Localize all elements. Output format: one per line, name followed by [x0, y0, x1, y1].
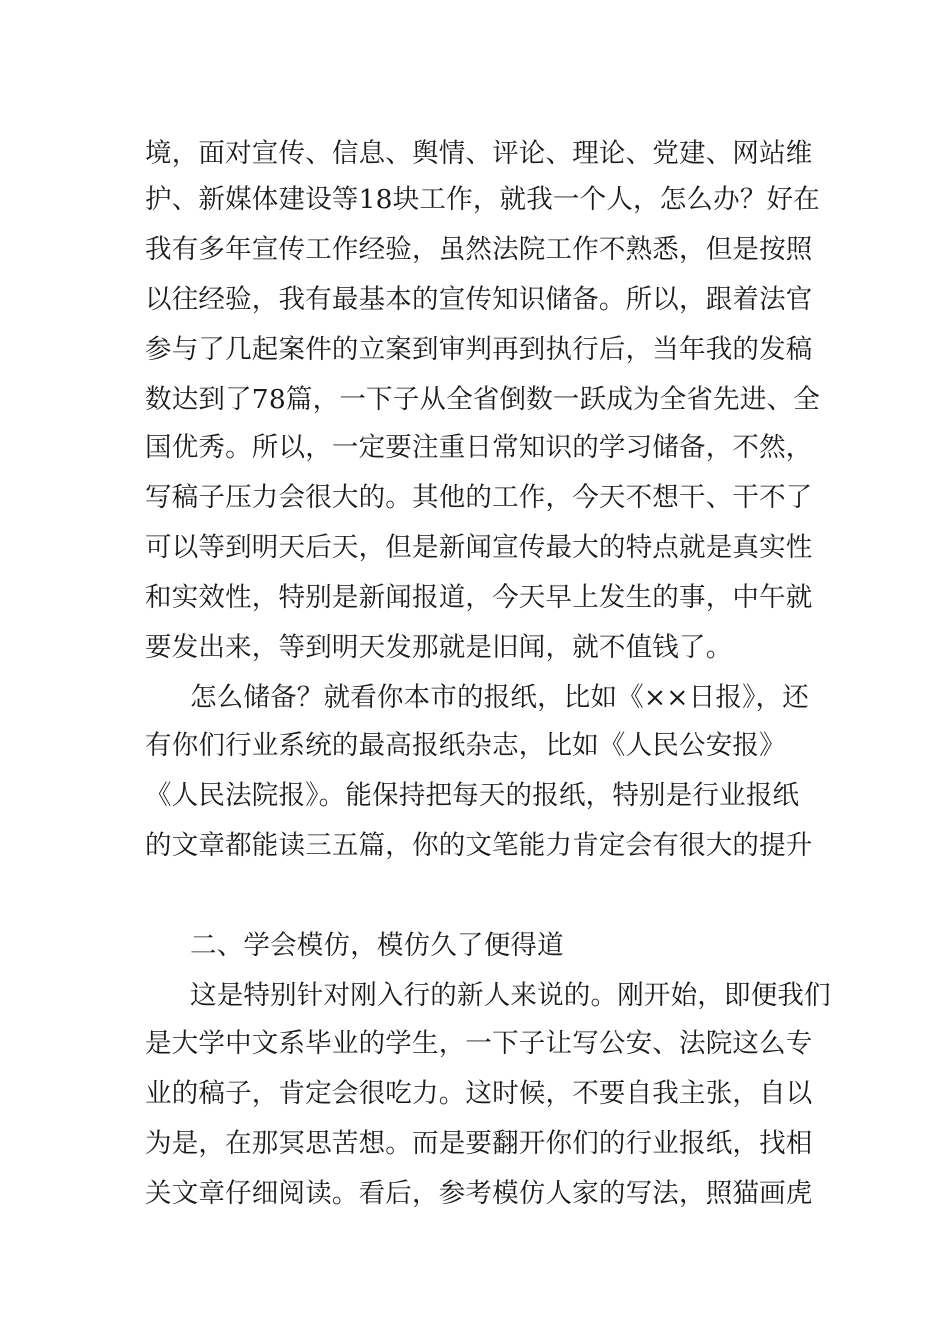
text-line: 为是，在那冥思苦想。而是要翻开你们的行业报纸，找相 [145, 1128, 813, 1159]
text-line: 境，面对宣传、信息、舆情、评论、理论、党建、网站维 [145, 138, 813, 169]
text-line: 数达到了78篇，一下子从全省倒数一跃成为全省先进、全 [145, 384, 820, 415]
paragraph-first-line: 怎么储备？就看你本市的报纸，比如《××日报》，还 [190, 682, 809, 713]
paragraph-first-line: 这是特别针对刚入行的新人来说的。刚开始，即便我们 [190, 980, 831, 1011]
text-line: 护、新媒体建设等18块工作，就我一个人，怎么办？好在 [145, 184, 820, 215]
text-line: 写稿子压力会很大的。其他的工作，今天不想干、干不了 [145, 482, 813, 513]
text-line: 参与了几起案件的立案到审判再到执行后，当年我的发稿 [145, 334, 813, 365]
text-line: 业的稿子，肯定会很吃力。这时候，不要自我主张，自以 [145, 1078, 813, 1109]
text-line: 和实效性，特别是新闻报道，今天早上发生的事，中午就 [145, 582, 813, 613]
text-line: 国优秀。所以，一定要注重日常知识的学习储备，不然， [145, 432, 813, 463]
text-line: 是大学中文系毕业的学生，一下子让写公安、法院这么专 [145, 1028, 813, 1059]
text-line: 有你们行业系统的最高报纸杂志，比如《人民公安报》 [145, 730, 786, 761]
text-line: 可以等到明天后天，但是新闻宣传最大的特点就是真实性 [145, 532, 813, 563]
text-line: 的文章都能读三五篇，你的文笔能力肯定会有很大的提升 [145, 830, 813, 861]
text-line: 关文章仔细阅读。看后，参考模仿人家的写法，照猫画虎 [145, 1178, 813, 1209]
text-line: 要发出来，等到明天发那就是旧闻，就不值钱了。 [145, 632, 733, 663]
text-line: 《人民法院报》。能保持把每天的报纸，特别是行业报纸 [145, 780, 800, 811]
text-line: 我有多年宣传工作经验，虽然法院工作不熟悉，但是按照 [145, 234, 813, 265]
text-line: 以往经验，我有最基本的宣传知识储备。所以，跟着法官 [145, 284, 813, 315]
section-heading: 二、学会模仿，模仿久了便得道 [190, 930, 564, 961]
